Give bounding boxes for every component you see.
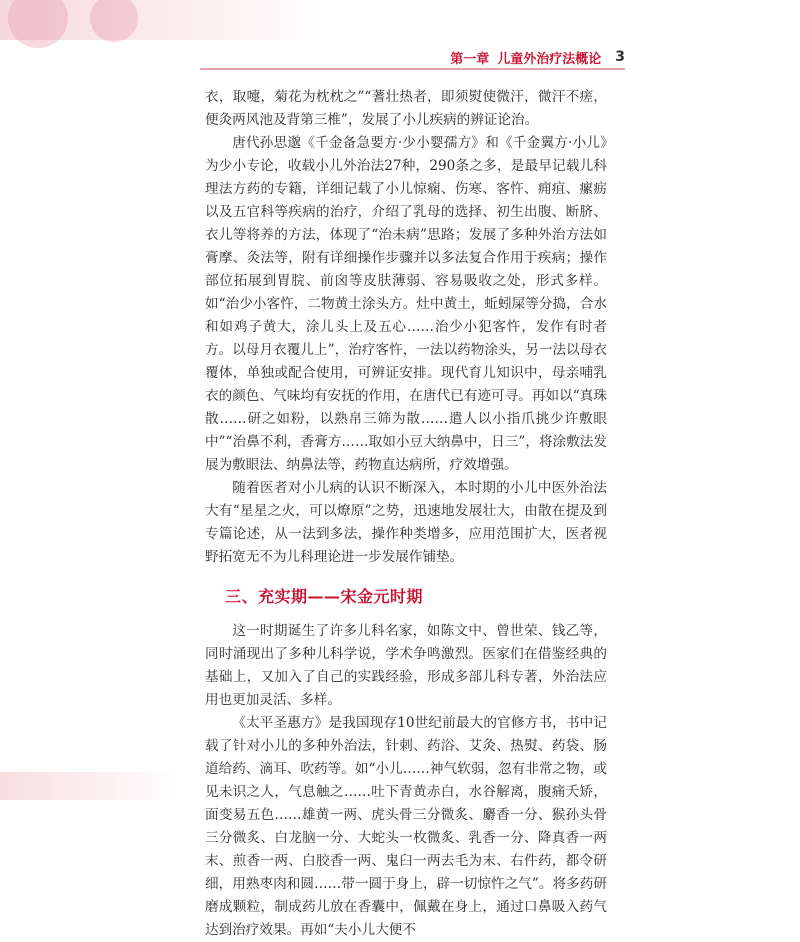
chapter-label: 第一章 xyxy=(450,51,490,67)
paragraph: 《太平圣惠方》是我国现存10世纪前最大的官修方书，书中记载了针对小儿的多种外治法，针刺、药浴、艾灸、热熨、药袋、肠道给药、滴耳、吹药等。如“小儿……神气软弱，忽有非常之物，或见未识之人，气息触之……吐下青黄赤白，水谷解离，腹痛夭矫，面变易五色……雄黄一两、虎头骨三分微炙、麝香一分、猴孙头骨三分微炙、白龙脑一分、大蛇头一枚微炙、乳香一分、降真香一两末、煎香一两、白胶香一两、鬼臼一两去毛为末、右件药，都令研细，用熟枣肉和圆……带一圆于身上，辟一切惊忤之气”。将多药研磨成颗粒，制成药儿放在香囊中，佩戴在身上，通过口鼻吸入药气达到治疗效果。再如“夫小儿大便不 xyxy=(205,715,607,938)
page-number: 3 xyxy=(615,49,625,65)
paragraph: 这一时期诞生了许多儿科名家，如陈文中、曾世荣、钱乙等，同时涌现出了多种儿科学说，学术争鸣激烈。医家们在借鉴经典的基础上，又加入了自己的实践经验，形成多部儿科专著，外治法应用也更加灵活、多样。 xyxy=(205,623,607,708)
paragraph: 衣，取嚏，菊花为枕枕之”“蓍壮热者，即须熨使微汗，微汗不瘥，便灸两风池及背第三椎”，发展了小儿疾病的辨证论治。 xyxy=(205,89,607,128)
corner-decoration xyxy=(0,0,330,40)
paragraph: 唐代孙思邈《千金备急要方·少小婴孺方》和《千金翼方·小儿》为少小专论，收载小儿外治法27种，290条之多，是最早记载儿科理法方药的专籍，详细记载了小儿惊痫、伤寒、客忤、痈疽、瘰疬以及五官科等疾病的治疗，介绍了乳母的选择、初生出腹、断脐、衣儿等将养的方法，体现了“治未病”思路；发展了多种外治方法如膏摩、灸法等，附有详细操作步骤并以多法复合作用于疾病；操作部位拓展到胃脘、前囟等皮肤薄弱、容易吸收之处，形式多样。如“治少小客忤，二物黄土涂头方。灶中黄土，蚯蚓屎等分捣，合水和如鸡子黄大，涂儿头上及五心……治少小犯客忤，发作有时者方。以母月衣覆儿上”，治疗客忤，一法以药物涂头，另一法以母衣覆体，单独或配合使用，可辨证安排。现代育儿知识中，母亲哺乳衣的颜色、气味均有安抚的作用，在唐代已有迹可寻。再如以“真珠散……研之如粉，以熟帛三筛为散……遣人以小指爪挑少许敷眼中”“治鼻不利，香膏方……取如小豆大纳鼻中，日三”，将涂敷法发展为敷眼法、纳鼻法等，药物直达病所，疗效增强。 xyxy=(205,135,607,473)
chapter-title: 儿童外治疗法概论 xyxy=(497,51,602,67)
bottom-decoration xyxy=(0,772,180,800)
paragraph: 随着医者对小儿病的认识不断深入，本时期的小儿中医外治法大有“星星之火，可以燎原”之势，迅速地发展壮大，由散在提及到专篇论述，从一法到多法，操作种类增多，应用范围扩大，医者视野拓宽无不为儿科理论进一步发展作铺垫。 xyxy=(205,480,607,565)
page-header xyxy=(200,46,625,70)
section-heading: 三、充实期——宋金元时期 xyxy=(225,587,424,606)
page-body xyxy=(205,86,607,942)
